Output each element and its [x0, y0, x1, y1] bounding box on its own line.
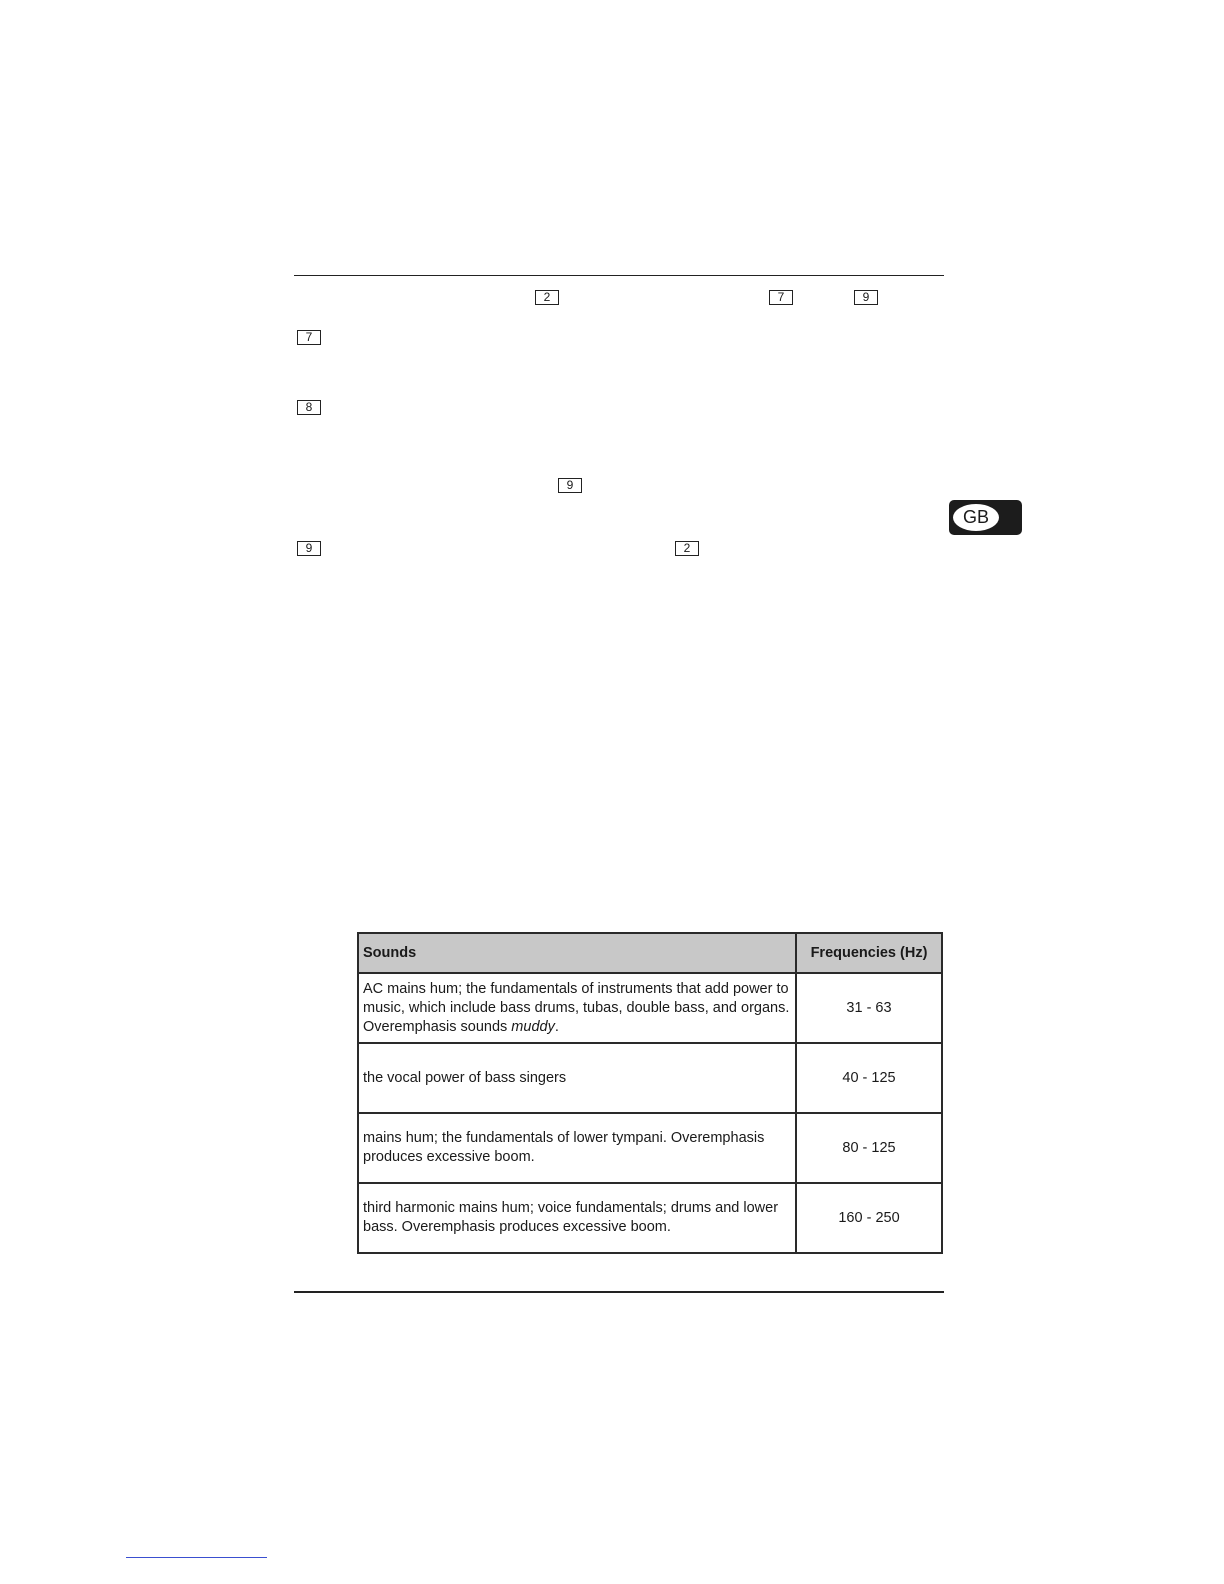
- sound-cell: the vocal power of bass singers: [358, 1043, 796, 1113]
- top-rule: [294, 275, 944, 276]
- ref-box: 7: [297, 330, 321, 345]
- frequency-cell: 160 - 250: [796, 1183, 942, 1253]
- frequency-cell: 80 - 125: [796, 1113, 942, 1183]
- ref-box: 9: [297, 541, 321, 556]
- column-header-frequencies: Frequencies (Hz): [796, 933, 942, 973]
- ref-box: 8: [297, 400, 321, 415]
- language-tab-label: GB: [953, 504, 999, 531]
- column-header-sounds: Sounds: [358, 933, 796, 973]
- table-row: [358, 1183, 942, 1253]
- frequency-table: [357, 932, 943, 1254]
- frequency-cell: 31 - 63: [796, 973, 942, 1043]
- language-tab: [949, 500, 1022, 535]
- sound-emphasis: muddy: [511, 1018, 555, 1035]
- frequency-cell: 40 - 125: [796, 1043, 942, 1113]
- sound-cell: third harmonic mains hum; voice fundamentals; drums and lower bass. Overemphasis produces excessive boom.: [358, 1183, 796, 1253]
- ref-box: 9: [558, 478, 582, 493]
- ref-box: 9: [854, 290, 878, 305]
- ref-box: 2: [535, 290, 559, 305]
- table-row: [358, 1043, 942, 1113]
- table-row: [358, 1113, 942, 1183]
- footer-link-underline[interactable]: [126, 1557, 267, 1558]
- sound-cell: [358, 973, 796, 1043]
- ref-box: 7: [769, 290, 793, 305]
- table-row: [358, 973, 942, 1043]
- sound-text: AC mains hum; the fundamentals of instruments that add power to music, which include bass drums, tubas, double bass, and organs. Overemphasis sounds: [363, 980, 790, 1035]
- sound-cell: mains hum; the fundamentals of lower tympani. Overemphasis produces excessive boom.: [358, 1113, 796, 1183]
- sound-text-tail: .: [554, 1018, 559, 1035]
- bottom-rule: [294, 1291, 944, 1293]
- table-header-row: [358, 933, 942, 973]
- ref-box: 2: [675, 541, 699, 556]
